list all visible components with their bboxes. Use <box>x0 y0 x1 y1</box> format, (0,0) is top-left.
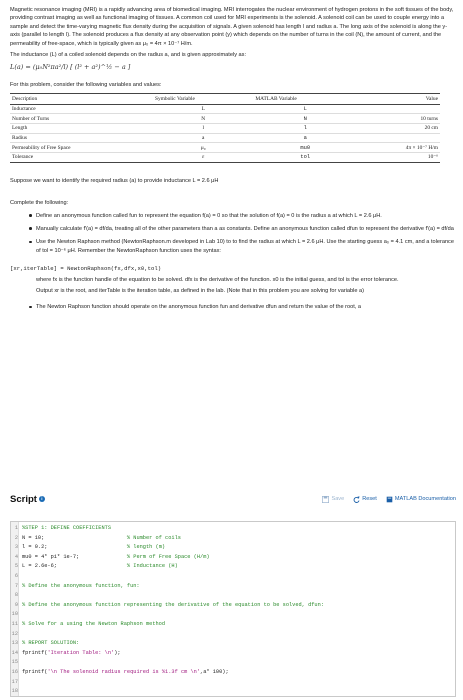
script-title: Script <box>10 494 37 505</box>
code-line[interactable] <box>11 621 455 631</box>
table-row <box>10 133 440 143</box>
list-item: Use the Newton Raphson method (NewtonRaphson.m developed in Lab 10) to to find the radius at which L = 2.6 μH. Use the starting guess a₀ = 4.1 cm, and a tolerance of tol = 10⁻⁶ μH. Remember the NewtonRaphson function uses the syntax: <box>36 238 456 255</box>
code-text: fprintf('Iteration Table: \n'); <box>22 649 121 656</box>
code-line[interactable] <box>11 669 455 679</box>
output-explanation: Output xr is the root, and iterTable is the iteration table, as defined in the lab. (Note that in this problem you are solving for variable a) <box>36 287 365 294</box>
table-cell: Length <box>10 124 153 134</box>
table-cell: ε <box>153 153 253 163</box>
problem-content <box>10 6 456 317</box>
table-cell: N <box>253 114 357 124</box>
table-header: Symbolic Variable <box>153 94 253 104</box>
table-row <box>10 104 440 114</box>
syntax-line: [xr,iterTable] = NewtonRaphson(fx,dfx,x0,tol) <box>10 265 162 273</box>
line-number: 18 <box>11 688 18 695</box>
line-number: 10 <box>11 611 18 618</box>
code-line[interactable] <box>11 611 455 621</box>
info-icon[interactable]: i <box>39 496 45 502</box>
line-number: 14 <box>11 649 18 656</box>
line-number: 2 <box>14 534 18 541</box>
save-icon <box>322 496 329 503</box>
table-header: Value <box>357 94 440 104</box>
code-line[interactable] <box>11 573 455 583</box>
table-cell: mu0 <box>253 143 357 153</box>
table-cell <box>357 104 440 114</box>
code-text: mu0 = 4* pi* 1e-7; % Perm of Free Space (H/m) <box>22 553 210 560</box>
inductance-intro: The inductance (L) of a coiled solenoid depends on the radius a, and is given approximately as: <box>10 51 247 58</box>
table-cell: Tolerance <box>10 153 153 163</box>
code-line[interactable] <box>11 659 455 669</box>
line-number: 8 <box>14 592 18 599</box>
table-cell: 20 cm <box>357 124 440 134</box>
syntax-explanation: where fx is the function handle of the equation to be solved. dfx is the derivative of the function. x0 is the initial guess, and tol is the error tolerance. <box>36 276 399 283</box>
code-editor[interactable] <box>10 521 456 697</box>
code-line[interactable] <box>11 688 455 697</box>
line-number: 5 <box>14 563 18 570</box>
code-line[interactable] <box>11 602 455 612</box>
line-number: 7 <box>14 582 18 589</box>
list-item: Define an anonymous function called fun to represent the equation f(a) = 0 so that the solution of f(a) = 0 is the radius a at which L = 2.6 μH. <box>36 212 456 220</box>
reset-button[interactable] <box>353 495 377 503</box>
line-number: 6 <box>14 573 18 579</box>
code-line[interactable] <box>11 525 455 535</box>
table-cell: 10 turns <box>357 114 440 124</box>
list-item: Manually calculate f′(a) = df/da, treating all of the other parameters than a as constants. Define an anonymous function called dfun to represent the derivative f′(a) = df/da <box>36 225 456 233</box>
list-item: The Newton Raphson function should operate on the anonymous function fun and derivative dfun and return the value of the root, a <box>36 303 456 311</box>
code-text: % Solve for a using the Newton Raphson method <box>22 621 166 627</box>
table-cell: l <box>153 124 253 134</box>
problem-statement: Suppose we want to identify the required radius (a) to provide inductance L = 2.6 μH <box>10 177 219 184</box>
line-number: 1 <box>14 525 18 531</box>
table-row <box>10 114 440 124</box>
book-icon <box>386 496 393 503</box>
line-number: 3 <box>14 544 18 551</box>
code-line[interactable] <box>11 563 455 573</box>
toolbar-buttons <box>322 495 456 503</box>
code-text: fprintf('\n The solenoid radius required is %1.3f cm \n',a* 100); <box>22 669 229 675</box>
code-line[interactable] <box>11 535 455 545</box>
table-cell: Radius <box>10 133 153 143</box>
documentation-label: MATLAB Documentation <box>394 496 456 502</box>
line-number: 9 <box>14 601 18 608</box>
code-text: %STEP 1: DEFINE COEFFICIENTS <box>22 525 112 531</box>
line-number: 13 <box>11 640 18 647</box>
table-row <box>10 124 440 134</box>
line-number: 17 <box>11 678 18 685</box>
line-number: 16 <box>11 669 18 675</box>
table-row <box>10 143 440 153</box>
line-number: 4 <box>14 553 18 560</box>
variables-table <box>10 93 440 162</box>
instructions-heading: Complete the following: <box>10 200 69 207</box>
inductance-equation: L(a) = (μ₀N²πa²/l) [ (l² + a²)^½ − a ] <box>10 63 131 72</box>
line-number: 15 <box>11 659 18 666</box>
code-text: % Define the anonymous function representing the derivative of the equation to be solved, dfun: <box>22 601 324 608</box>
intro-paragraph: Magnetic resonance imaging (MRI) is a rapidly advancing area of biomedical imaging. MRI interrogates the nuclear environment of hydrogen protons in the soft tissues of the body, providing contrast imaging as well as functional imaging of tissues. A common coil used for MRI experiments is the solenoid. A solenoid coil can be used to couple energy into a sample and detect the time-varying magnetic flux density during the acquisition of signals. A given solenoid has length l and radius a. The long axis of the solenoid is along the y-axis (parallel to length l). The solenoid produces a flux density at any observation point (y) which depends on the number of turns in the coil (N), the amount of current, and the permeability of free-space, which is typically given as μ₀ = 4π × 10⁻⁷ H/m. <box>10 7 454 47</box>
table-cell: Inductance <box>10 104 153 114</box>
variables-intro: For this problem, consider the following variables and values: <box>10 82 162 89</box>
task-list <box>36 212 456 256</box>
code-line[interactable] <box>11 640 455 650</box>
table-cell: L <box>153 104 253 114</box>
code-line[interactable] <box>11 544 455 554</box>
table-header: MATLAB Variable <box>253 94 357 104</box>
reset-label: Reset <box>362 496 377 502</box>
script-title-wrap <box>10 493 45 507</box>
code-text: N = 10; % Number of coils <box>22 534 181 541</box>
code-text: L = 2.6e-6; % Inductance (H) <box>22 563 178 570</box>
script-toolbar <box>10 493 456 507</box>
code-line[interactable] <box>11 583 455 593</box>
table-cell: 4π × 10⁻⁷ H/m <box>357 143 440 153</box>
save-label: Save <box>331 496 345 502</box>
code-line[interactable] <box>11 592 455 602</box>
table-cell: a <box>253 133 357 143</box>
code-line[interactable] <box>11 650 455 660</box>
line-number: 12 <box>11 630 18 637</box>
save-button[interactable] <box>322 495 344 503</box>
table-header-row <box>10 94 440 104</box>
code-line[interactable] <box>11 631 455 641</box>
table-cell: N <box>153 114 253 124</box>
code-text: l = 0.2; % length (m) <box>22 544 166 551</box>
table-cell: a <box>153 133 253 143</box>
table-row <box>10 153 440 163</box>
code-text: % Define the anonymous function, fun: <box>22 582 140 589</box>
reset-icon <box>353 496 360 503</box>
code-line[interactable] <box>11 554 455 564</box>
table-cell: Number of Turns <box>10 114 153 124</box>
code-text: % REPORT SOLUTION: <box>22 640 80 647</box>
table-header: Description <box>10 94 153 104</box>
table-cell: L <box>253 104 357 114</box>
documentation-button[interactable] <box>386 495 456 503</box>
table-cell <box>357 133 440 143</box>
code-line[interactable] <box>11 679 455 689</box>
line-number: 11 <box>11 621 18 627</box>
table-cell: Permeability of Free Space <box>10 143 153 153</box>
table-cell: tol <box>253 153 357 163</box>
table-cell: μ₀ <box>153 143 253 153</box>
table-cell: 10⁻⁶ <box>357 153 440 163</box>
task-list-2 <box>36 303 456 311</box>
table-cell: l <box>253 124 357 134</box>
